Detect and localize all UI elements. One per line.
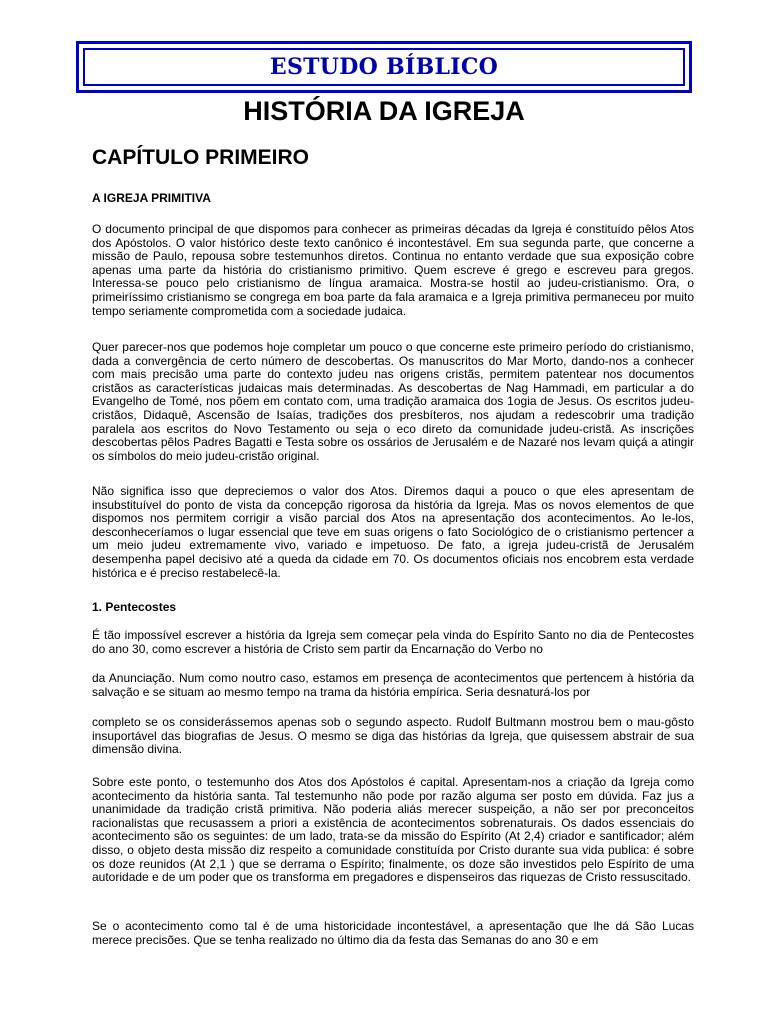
paragraph-6: completo se os considerássemos apenas sob o segundo aspecto. Rudolf Bultmann mostrou bem o mau-gôsto insuportável das biografias de Jesus. O mesmo se diga das histórias da Igreja, que quisessem abstrair de sua dimensão divina. (92, 715, 694, 757)
paragraph-8: Se o acontecimento como tal é de uma historicidade incontestável, a apresentação que lhe dá São Lucas merece precisões. Que se tenha realizado no último dia da festa das Semanas do ano 30 e em (92, 919, 694, 947)
title-banner-inner-frame (83, 48, 685, 86)
banner-title: ESTUDO BÍBLICO (269, 54, 499, 80)
paragraph-7: Sobre este ponto, o testemunho dos Atos dos Apóstolos é capital. Apresentam-nos a criação da Igreja como acontecimento da história santa. Tal testemunho não pode por razão alguma ser posto em dúvida. Faz jus a unanimidade da tradição cristã primitiva. Não poderia aliás merecer suspeição, a não ser por preconceitos racionalistas que recusassem a priori a existência de acontecimentos sobrenaturais. Os dados essenciais do acontecimento são os seguintes: de um lado, trata-se da missão do Espírito (At 2,4) criador e santificador; além disso, o objeto desta missão diz respeito a comunidade constituída por Cristo durante sua vida publica: é sobre os doze reunidos (At 2,1 ) que se derrama o Espírito; finalmente, os doze são investidos pelo Espírito de uma autoridade e de um poder que os transforma em pregadores e dispenseiros das riquezas de Cristo ressuscitado. (92, 775, 694, 885)
chapter-heading: CAPÍTULO PRIMEIRO (92, 146, 310, 169)
paragraph-3: Não significa isso que depreciemos o valor dos Atos. Diremos daqui a pouco o que eles apresentam de insubstituível do ponto de vista da concepção rigorosa da história da Igreja. Mas os novos elementos de que dispomos nos permitem corrigir a visão parcial dos Atos na apresentação dos acontecimentos. Ao le-los, desconheceríamos o lugar essencial que teve em suas origens o fato Sociológico de o cristianismo pertencer a um meio judeu extremamente vivo, variado e impetuoso. De fato, a igreja judeu-cristã de Jerusalém desempenha papel decisivo até a queda da cidade em 70. Os documentos oficiais nos encobrem esta verdade histórica e é preciso restabelecê-la. (92, 484, 694, 580)
section-heading: A IGREJA PRIMITIVA (92, 191, 211, 205)
subsection-heading: 1. Pentecostes (92, 600, 177, 614)
title-banner (76, 41, 692, 93)
paragraph-2: Quer parecer-nos que podemos hoje completar um pouco o que concerne este primeiro período do cristianismo, dada a convergência de certo número de descobertas. Os manuscritos do Mar Morto, dando-nos a conhecer com mais precisão uma parte do contexto judeu nas origens cristãs, permitem patentear nos documentos cristãos as características judaicas mais determinadas. As descobertas de Nag Hammadi, em particular a do Evangelho de Tomé, nos põem em contato com, uma tradição aramaica dos 1ogia de Jesus. Os escritos judeu-cristãos, Didaquê, Ascensão de Isaías, tradições dos presbíteros, nos ajudam a redescobrir uma tradição paralela aos escritos do Novo Testamento ou seja o eco direto da comunidade judeu-cristã. As inscrições descobertas pêlos Padres Bagatti e Testa sobre os ossários de Jerusalém e de Nazaré nos levam quiçá a atingir os símbolos do meio judeu-cristão original. (92, 340, 694, 463)
document-title: HISTÓRIA DA IGREJA (243, 96, 525, 126)
paragraph-1: O documento principal de que dispomos para conhecer as primeiras décadas da Igreja é constituído pêlos Atos dos Apóstolos. O valor histórico deste texto canônico é incontestável. Em sua segunda parte, que concerne a missão de Paulo, repousa sobre testemunhos diretos. Continua no entanto verdade que sua exposição cobre apenas uma parte da história do cristianismo primitivo. Quem escreve é grego e escreveu para gregos. Interessa-se pouco pelo cristianismo de língua aramaica. Mostra-se hostil ao judeu-cristianismo. Ora, o primeiríssimo cristianismo se congrega em boa parte da fala aramaica e a Igreja primitiva permaneceu por muito tempo seriamente comprometida com a sociedade judaica. (92, 222, 694, 318)
paragraph-5: da Anunciação. Num como noutro caso, estamos em presença de acontecimentos que pertencem à história da salvação e se situam ao mesmo tempo na trama da história empírica. Seria desnaturá-los por (92, 671, 694, 699)
paragraph-4: É tão impossível escrever a história da Igreja sem começar pela vinda do Espírito Santo no dia de Pentecostes do ano 30, como escrever a história de Cristo sem partir da Encarnação do Verbo no (92, 628, 694, 656)
